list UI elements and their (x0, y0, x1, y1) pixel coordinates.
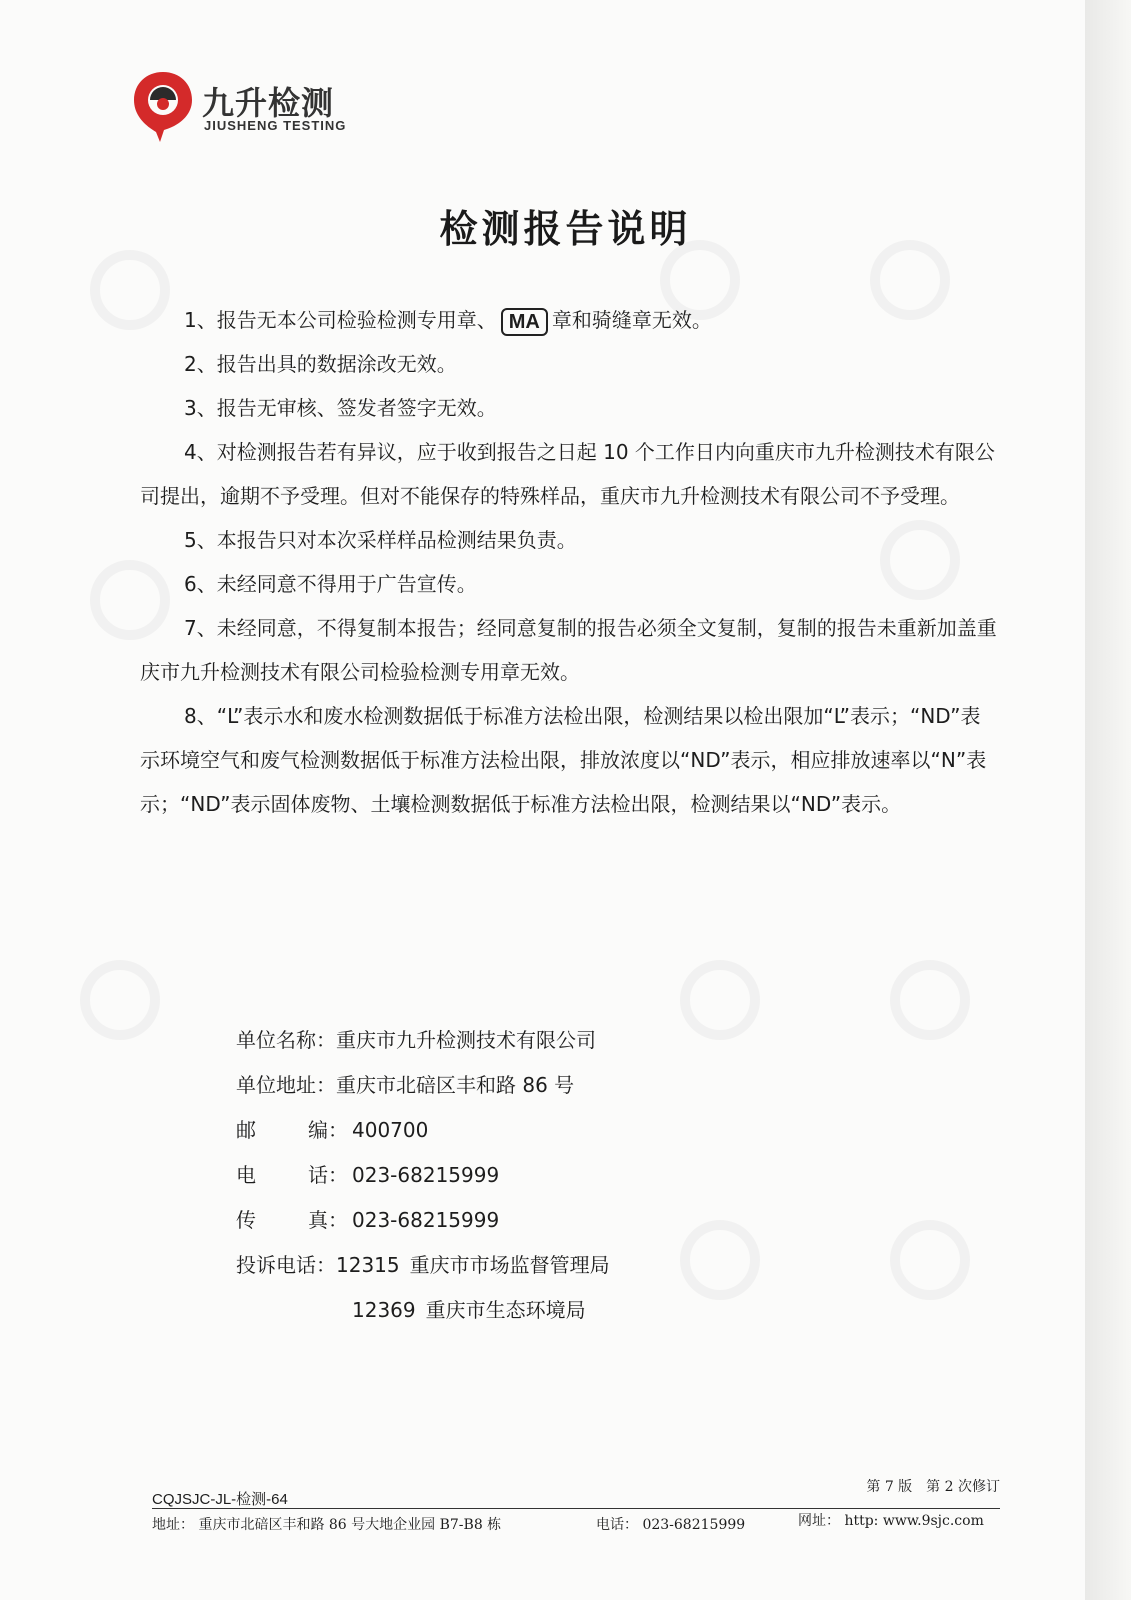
company-label: 单位名称： (236, 1028, 336, 1052)
notes-list (140, 298, 1000, 826)
note-number: 1、 (184, 308, 217, 332)
postcode-value: 400700 (352, 1118, 429, 1142)
complaint-org: 重庆市生态环境局 (425, 1298, 586, 1322)
note-item (140, 518, 1000, 562)
complaint-label: 投诉电话： (236, 1253, 336, 1277)
note-number: 3、 (184, 396, 217, 420)
note-item (140, 342, 1000, 386)
complaint-org: 重庆市市场监督管理局 (409, 1253, 610, 1277)
note-number: 2、 (184, 352, 217, 376)
watermark (890, 1220, 970, 1300)
phone-value: 023-68215999 (352, 1163, 500, 1187)
company-logo (132, 70, 372, 150)
version-info: 第 7 版 第 2 次修订 (866, 1479, 1000, 1495)
complaint-number: 12315 (336, 1253, 400, 1277)
note-text: “L”表示水和废水检测数据低于标准方法检出限，检测结果以检出限加“L”表示；“ND”表示环境空气和废气检测数据低于标准方法检出限，排放浓度以“ND”表示，相应排放速率以“N”表示；“ND”表示固体废物、土壤检测数据低于标准方法检出限，检测结果以“ND”表示。 (140, 704, 987, 816)
note-text: 报告无审核、签发者签字无效。 (216, 396, 497, 420)
footer-phone: 电话： 023-68215999 (596, 1517, 746, 1533)
note-text: 章和骑缝章无效。 (551, 308, 712, 332)
logo-mark-icon (132, 70, 194, 144)
note-item (140, 430, 1000, 518)
fax-value: 023-68215999 (352, 1208, 500, 1232)
page-edge (1085, 0, 1131, 1600)
company-name: 重庆市九升检测技术有限公司 (336, 1028, 596, 1052)
note-item (140, 298, 1000, 342)
footer-website: 网址： http: www.9sjc.com (798, 1513, 984, 1529)
footer-header (152, 1474, 1000, 1509)
footer-contact (152, 1510, 1000, 1534)
note-number: 4、 (184, 440, 217, 464)
form-code: CQJSJC-JL-检测-64 (152, 1491, 288, 1508)
note-item (140, 562, 1000, 606)
watermark (680, 960, 760, 1040)
contact-row-postcode (236, 1108, 610, 1153)
postcode-label: 邮 编： (236, 1118, 348, 1142)
watermark (890, 960, 970, 1040)
complaint-number: 12369 (352, 1298, 416, 1322)
logo-name-en: JIUSHENG TESTING (204, 118, 347, 133)
watermark (80, 960, 160, 1040)
contact-row-phone (236, 1153, 610, 1198)
page-title: 检测报告说明 (439, 206, 692, 251)
note-text: 本报告只对本次采样样品检测结果负责。 (216, 528, 577, 552)
note-number: 5、 (184, 528, 217, 552)
note-text: 报告出具的数据涂改无效。 (216, 352, 457, 376)
watermark (680, 1220, 760, 1300)
note-number: 6、 (184, 572, 217, 596)
note-text: 未经同意，不得复制本报告；经同意复制的报告必须全文复制，复制的报告未重新加盖重庆市九升检测技术有限公司检验检测专用章无效。 (140, 616, 997, 684)
contact-row-complaint (236, 1243, 610, 1288)
contact-info (236, 1018, 610, 1333)
contact-row-company (236, 1018, 610, 1063)
address-label: 单位地址： (236, 1073, 336, 1097)
note-text: 未经同意不得用于广告宣传。 (216, 572, 477, 596)
cma-badge: MA (501, 308, 548, 336)
note-item (140, 694, 1000, 826)
note-number: 8、 (184, 704, 217, 728)
footer-address: 地址： 重庆市北碚区丰和路 86 号大地企业园 B7-B8 栋 (152, 1517, 502, 1533)
note-text: 对检测报告若有异议，应于收到报告之日起 10 个工作日内向重庆市九升检测技术有限公司提出，逾期不予受理。但对不能保存的特殊样品，重庆市九升检测技术有限公司不予受理。 (140, 440, 995, 508)
logo-name-cn: 九升检测 (202, 84, 335, 122)
phone-label: 电 话： (236, 1163, 348, 1187)
note-text: 报告无本公司检验检测专用章、 (216, 308, 497, 332)
note-item (140, 386, 1000, 430)
note-number: 7、 (184, 616, 217, 640)
fax-label: 传 真： (236, 1208, 348, 1232)
contact-row-complaint (236, 1288, 610, 1333)
contact-row-fax (236, 1198, 610, 1243)
contact-row-address (236, 1063, 610, 1108)
note-item (140, 606, 1000, 694)
company-address: 重庆市北碚区丰和路 86 号 (336, 1073, 575, 1097)
